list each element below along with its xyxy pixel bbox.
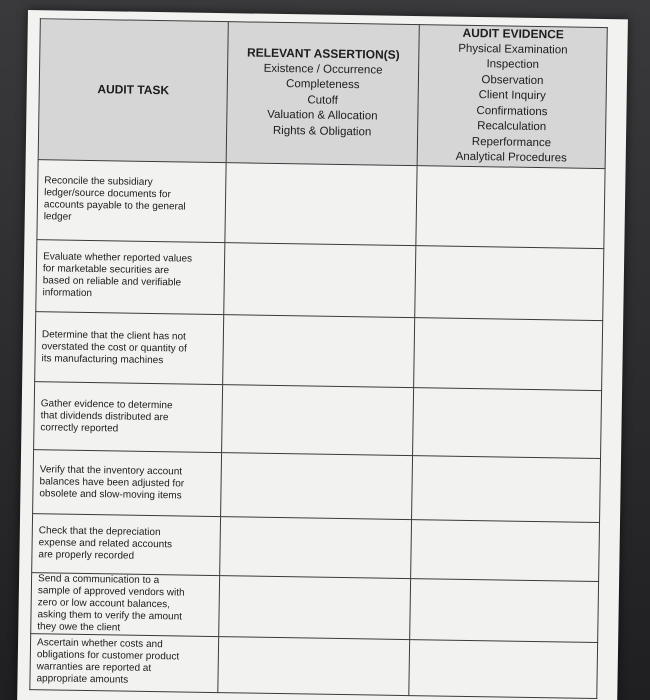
audit-task-cell <box>36 239 225 314</box>
evidence-item: Reperformance <box>471 135 552 149</box>
assertion-answer-cell[interactable] <box>218 636 410 695</box>
assertion-answer-cell[interactable] <box>225 162 417 245</box>
assertion-item: Rights & Obligation <box>272 124 372 139</box>
audit-task-text: Reconcile the subsidiary ledger/source documents for accounts payable to the general ledger <box>43 175 186 223</box>
assertion-answer-cell[interactable] <box>224 242 416 317</box>
evidence-item: Confirmations <box>476 104 548 118</box>
evidence-answer-cell[interactable] <box>411 520 600 581</box>
table-row <box>30 633 598 698</box>
evidence-title: AUDIT EVIDENCE <box>462 25 564 42</box>
audit-task-title: AUDIT TASK <box>97 81 170 97</box>
evidence-item: Analytical Procedures <box>455 150 567 165</box>
assertions-title: RELEVANT ASSERTION(S) <box>246 45 400 63</box>
evidence-item: Recalculation <box>477 120 547 134</box>
evidence-answer-cell[interactable] <box>409 639 598 698</box>
evidence-item: Physical Examination <box>458 42 568 56</box>
audit-task-cell <box>34 382 223 453</box>
worksheet-paper <box>17 10 628 700</box>
table-row <box>35 312 603 391</box>
assertion-answer-cell[interactable] <box>220 517 412 578</box>
audit-task-text: Gather evidence to determine that dividends distributed are correctly reported <box>40 397 173 435</box>
assertion-answer-cell[interactable] <box>221 453 413 520</box>
audit-task-cell <box>35 312 224 385</box>
evidence-answer-cell[interactable] <box>415 245 604 320</box>
header-row <box>38 19 607 168</box>
table-row <box>36 239 604 320</box>
assertion-item: Valuation & Allocation <box>267 109 378 123</box>
table-row <box>34 382 602 459</box>
evidence-header <box>417 25 607 168</box>
evidence-item: Client Inquiry <box>478 89 546 103</box>
evidence-answer-cell[interactable] <box>412 456 601 523</box>
audit-task-cell <box>33 450 222 517</box>
evidence-answer-cell[interactable] <box>413 388 602 459</box>
table-row <box>33 450 601 523</box>
audit-table <box>29 18 607 699</box>
audit-task-cell <box>30 633 219 692</box>
table-row <box>32 514 600 581</box>
audit-task-header <box>38 19 228 162</box>
table-row <box>37 159 605 248</box>
assertion-item: Completeness <box>286 78 360 92</box>
assertion-item: Cutoff <box>307 94 338 107</box>
assertion-answer-cell[interactable] <box>223 315 415 388</box>
assertion-answer-cell[interactable] <box>222 385 414 456</box>
audit-task-cell <box>31 572 220 636</box>
audit-task-text: Evaluate whether reported values for marketable securities are based on reliable and verifiable information <box>42 251 193 300</box>
audit-task-text: Ascertain whether costs and obligations for customer product warranties are reported at appropriate amounts <box>36 637 180 687</box>
evidence-answer-cell[interactable] <box>410 578 599 642</box>
audit-task-text: Determine that the client has not overstated the cost or quantity of its manufacturing machines <box>41 328 187 366</box>
evidence-item: Inspection <box>486 58 540 72</box>
evidence-answer-cell[interactable] <box>414 318 603 391</box>
audit-task-cell <box>32 514 221 575</box>
audit-task-text: Send a communication to a sample of approved vendors with zero or low account balances, asking them to verify the amount they owe the client <box>37 572 185 634</box>
audit-task-text: Check that the depreciation expense and related accounts are properly recorded <box>38 525 173 562</box>
audit-task-cell <box>37 159 226 242</box>
assertion-answer-cell[interactable] <box>219 575 411 639</box>
assertions-header <box>226 22 419 165</box>
assertion-item: Existence / Occurrence <box>263 62 383 77</box>
table-row <box>31 572 599 642</box>
audit-task-text: Verify that the inventory account balances have been adjusted for obsolete and slow-moving items <box>39 464 185 502</box>
evidence-item: Observation <box>481 73 544 87</box>
evidence-answer-cell[interactable] <box>416 165 605 248</box>
